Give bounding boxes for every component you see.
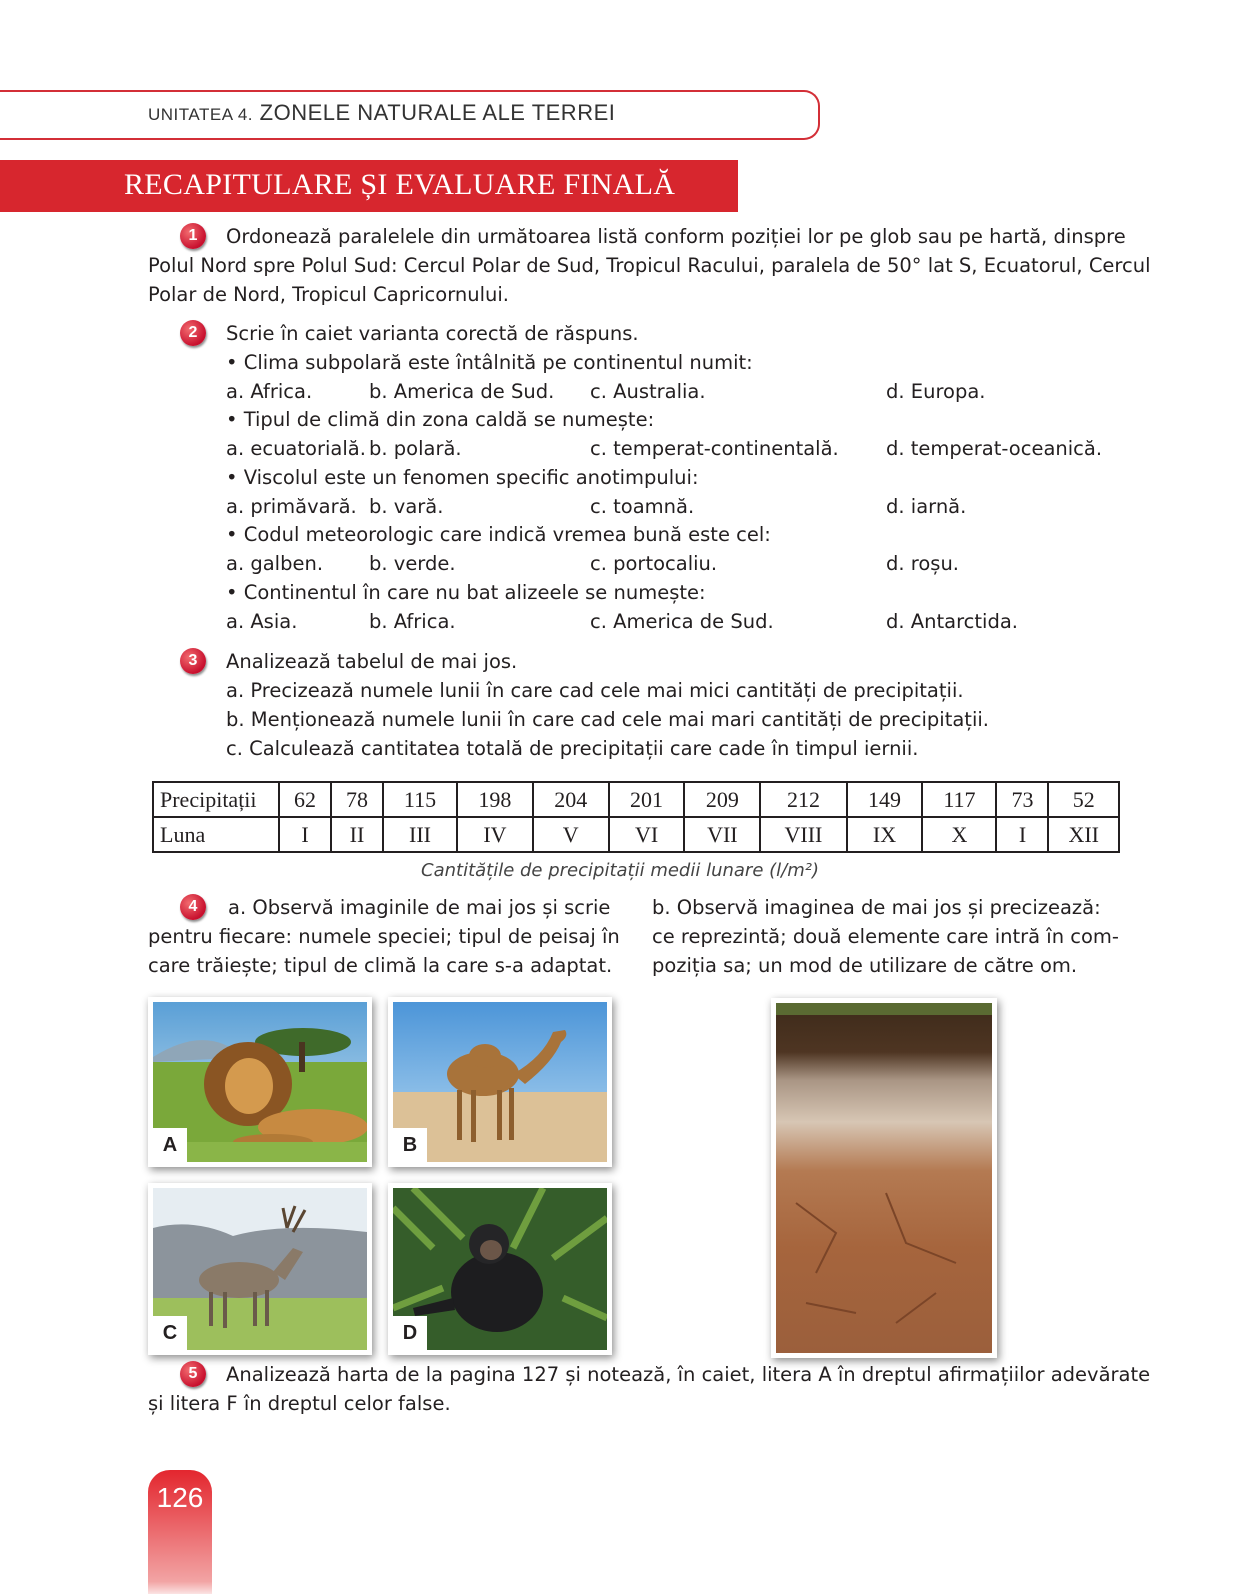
photo-label-a: A xyxy=(153,1128,187,1162)
row-header-precipitations: Precipitații xyxy=(153,782,279,817)
table-cell: III xyxy=(383,817,457,852)
question-2-badge: 2 xyxy=(180,320,206,346)
q2-item3-option-c: c. toamnă. xyxy=(590,495,695,518)
q2-item4-stem: • Codul meteorologic care indică vremea bună este cel: xyxy=(226,523,771,546)
table-cell: VII xyxy=(684,817,760,852)
table-cell: VIII xyxy=(760,817,846,852)
table-cell: XII xyxy=(1048,817,1119,852)
q2-item5-option-a: a. Asia. xyxy=(226,610,298,633)
table-cell: I xyxy=(996,817,1048,852)
q3-task-c: c. Calculează cantitatea totală de precipitații care cade în timpul iernii. xyxy=(226,737,919,760)
table-cell: VI xyxy=(609,817,685,852)
q2-item5-option-b: b. Africa. xyxy=(369,610,456,633)
unit-prefix: UNITATEA 4. xyxy=(148,105,254,124)
q3-intro: Analizează tabelul de mai jos. xyxy=(226,650,518,673)
q2-item1-option-c: c. Australia. xyxy=(590,380,706,403)
question-5-badge: 5 xyxy=(180,1361,206,1387)
photo-camel xyxy=(388,997,612,1167)
soil-profile-image xyxy=(776,1003,992,1353)
q4a-line2: pentru fiecare: numele speciei; tipul de peisaj în xyxy=(148,925,620,948)
table-cell: 212 xyxy=(760,782,846,817)
q1-line3: Polar de Nord, Tropicul Capricornului. xyxy=(148,283,509,306)
photo-lion xyxy=(148,997,372,1167)
q2-intro: Scrie în caiet varianta corectă de răspuns. xyxy=(226,322,639,345)
q2-item1-option-d: d. Europa. xyxy=(886,380,986,403)
table-cell: 117 xyxy=(922,782,996,817)
table-cell: II xyxy=(331,817,383,852)
unit-name: ZONELE NATURALE ALE TERREI xyxy=(259,100,616,125)
q4b-line2: ce reprezintă; două elemente care intră în com- xyxy=(652,925,1119,948)
table-cell: 62 xyxy=(279,782,331,817)
row-header-month: Luna xyxy=(153,817,279,852)
unit-title xyxy=(148,100,615,126)
q2-item4-option-c: c. portocaliu. xyxy=(590,552,718,575)
q2-item3-option-a: a. primăvară. xyxy=(226,495,357,518)
table-cell: V xyxy=(533,817,609,852)
q2-item1-option-a: a. Africa. xyxy=(226,380,313,403)
question-1-badge: 1 xyxy=(180,223,206,249)
q2-item5-option-d: d. Antarctida. xyxy=(886,610,1018,633)
q4b-line1: b. Observă imaginea de mai jos și precizează: xyxy=(652,896,1101,919)
photo-label-c: C xyxy=(153,1316,187,1350)
q4a-line1: a. Observă imaginile de mai jos și scrie xyxy=(228,896,611,919)
table-cell: 198 xyxy=(457,782,533,817)
table-cell: IX xyxy=(847,817,923,852)
q5-line1: Analizează harta de la pagina 127 și notează, în caiet, litera A în dreptul afirmațiilor adevărate xyxy=(226,1363,1151,1386)
photo-chimpanzee xyxy=(388,1183,612,1355)
q2-item4-option-b: b. verde. xyxy=(369,552,456,575)
table-cell: I xyxy=(279,817,331,852)
table-cell: 73 xyxy=(996,782,1048,817)
q1-line2: Polul Nord spre Polul Sud: Cercul Polar de Sud, Tropicul Racului, paralela de 50° lat S, Ecuatorul, Cercul xyxy=(148,254,1151,277)
table-cell: IV xyxy=(457,817,533,852)
q3-task-b: b. Menționează numele lunii în care cad cele mai mari cantități de precipitații. xyxy=(226,708,989,731)
q2-item3-stem: • Viscolul este un fenomen specific anotimpului: xyxy=(226,466,699,489)
q2-item4-option-a: a. galben. xyxy=(226,552,324,575)
photo-soil-profile xyxy=(771,998,997,1358)
q2-item2-stem: • Tipul de climă din zona caldă se numește: xyxy=(226,408,655,431)
precipitation-table xyxy=(152,781,1120,853)
q2-item4-option-d: d. roșu. xyxy=(886,552,960,575)
table-cell: X xyxy=(922,817,996,852)
photo-reindeer xyxy=(148,1183,372,1355)
photo-label-b: B xyxy=(393,1128,427,1162)
table-cell: 209 xyxy=(684,782,760,817)
table-cell: 115 xyxy=(383,782,457,817)
q2-item5-stem: • Continentul în care nu bat alizeele se numește: xyxy=(226,581,706,604)
q2-item3-option-b: b. vară. xyxy=(369,495,444,518)
q4a-line3: care trăiește; tipul de climă la care s-a adaptat. xyxy=(148,954,613,977)
q2-item2-option-c: c. temperat-continentală. xyxy=(590,437,839,460)
photo-label-d: D xyxy=(393,1316,427,1350)
table-cell: 52 xyxy=(1048,782,1119,817)
section-title: RECAPITULARE ȘI EVALUARE FINALĂ xyxy=(124,168,676,201)
q2-item3-option-d: d. iarnă. xyxy=(886,495,967,518)
table-cell: 78 xyxy=(331,782,383,817)
month-row xyxy=(153,817,1119,852)
q2-item1-option-b: b. America de Sud. xyxy=(369,380,555,403)
question-4-badge: 4 xyxy=(180,894,206,920)
table-cell: 204 xyxy=(533,782,609,817)
q4b-line3: poziția sa; un mod de utilizare de către om. xyxy=(652,954,1078,977)
q1-line1: Ordonează paralelele din următoarea listă conform poziției lor pe glob sau pe hartă, dinspre xyxy=(226,225,1126,248)
q5-line2: și litera F în dreptul celor false. xyxy=(148,1392,451,1415)
q2-item1-stem: • Clima subpolară este întâlnită pe continentul numit: xyxy=(226,351,753,374)
q2-item2-option-b: b. polară. xyxy=(369,437,462,460)
page-number: 126 xyxy=(156,1482,204,1513)
question-3-badge: 3 xyxy=(180,648,206,674)
precipitation-row xyxy=(153,782,1119,817)
table-cell: 149 xyxy=(847,782,923,817)
q3-task-a: a. Precizează numele lunii în care cad cele mai mici cantități de precipitații. xyxy=(226,679,964,702)
q2-item5-option-c: c. America de Sud. xyxy=(590,610,774,633)
table-caption: Cantitățile de precipitații medii lunare (l/m²) xyxy=(421,860,819,881)
table-cell: 201 xyxy=(609,782,685,817)
q2-item2-option-d: d. temperat-oceanică. xyxy=(886,437,1103,460)
q2-item2-option-a: a. ecuatorială. xyxy=(226,437,366,460)
